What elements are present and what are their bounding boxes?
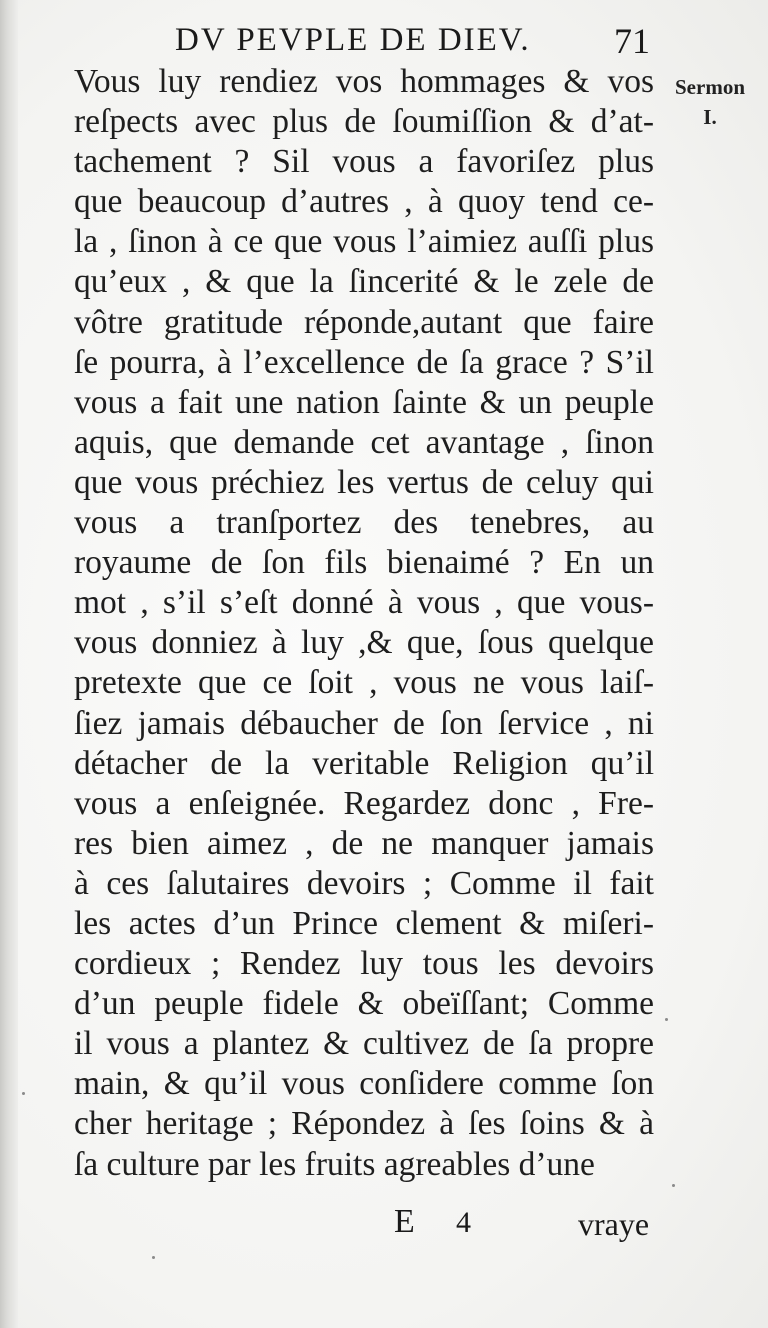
text-line: vôtre gratitude réponde,autant que faire: [74, 303, 654, 341]
text-line: mot , s’il s’eſt donné à vous , que vous-: [74, 584, 654, 622]
catchword: vraye: [578, 1206, 650, 1242]
paper-speck: [152, 1256, 155, 1259]
signature-number: 4: [456, 1206, 471, 1239]
text-line: reſpects avec plus de ſoumiſſion & d’at-: [74, 103, 654, 141]
text-line: vous a tranſportez des tenebres, au: [74, 504, 654, 542]
text-line: détacher de la veritable Religion qu’il: [74, 744, 654, 782]
text-line: tachement ? Sil vous a favoriſez plus: [74, 143, 654, 181]
body-text: [74, 62, 654, 1185]
text-line: que beaucoup d’autres , à quoy tend ce-: [74, 183, 654, 221]
text-line: la , ſinon à ce que vous l’aimiez auſſi plus: [74, 223, 654, 261]
paper-speck: [22, 1092, 25, 1095]
text-line: pretexte que ce ſoit , vous ne vous laiſ-: [74, 664, 654, 702]
text-line: vous a fait une nation ſainte & un peuple: [74, 383, 654, 421]
text-line: vous donniez à luy ,& que, ſous quelque: [74, 624, 654, 662]
margin-note-line-2: I.: [703, 105, 717, 129]
text-line: ſa culture par les fruits agreables d’une: [74, 1145, 595, 1183]
text-line: ſiez jamais débaucher de ſon ſervice , ni: [74, 704, 654, 742]
text-line: il vous a plantez & cultivez de ſa propre: [74, 1025, 654, 1063]
text-line: vous a enſeignée. Regardez donc , Fre-: [74, 784, 654, 822]
margin-note: [664, 72, 756, 132]
text-line: royaume de ſon fils bienaimé ? En un: [74, 544, 654, 582]
text-line: que vous préchiez les vertus de celuy qui: [74, 463, 654, 501]
page-number: 71: [614, 21, 650, 61]
text-line: qu’eux , & que la ſincerité & le zele de: [74, 263, 654, 301]
text-line: à ces ſalutaires devoirs ; Comme il fait: [74, 864, 654, 902]
margin-note-line-1: Sermon: [675, 75, 745, 99]
text-line: aquis, que demande cet avantage , ſinon: [74, 423, 654, 461]
text-line: ſe pourra, à l’excellence de ſa grace ? S’il: [74, 343, 654, 381]
text-line: les actes d’un Prince clement & miſeri-: [74, 904, 654, 942]
signature-letter: E: [394, 1203, 416, 1240]
text-line: d’un peuple fidele & obeïſſant; Comme: [74, 985, 654, 1023]
paper-speck: [665, 1018, 668, 1021]
text-line: res bien aimez , de ne manquer jamais: [74, 824, 654, 862]
running-title: DV PEVPLE DE DIEV.: [175, 22, 531, 58]
text-line: Vous luy rendiez vos hommages & vos: [74, 63, 654, 100]
text-line: cordieux ; Rendez luy tous les devoirs: [74, 945, 654, 983]
text-line: main, & qu’il vous conſidere comme ſon: [74, 1065, 654, 1103]
binding-edge: [0, 0, 18, 1328]
text-line: cher heritage ; Répondez à ſes ſoins & à: [74, 1105, 654, 1143]
paper-speck: [672, 1184, 675, 1187]
